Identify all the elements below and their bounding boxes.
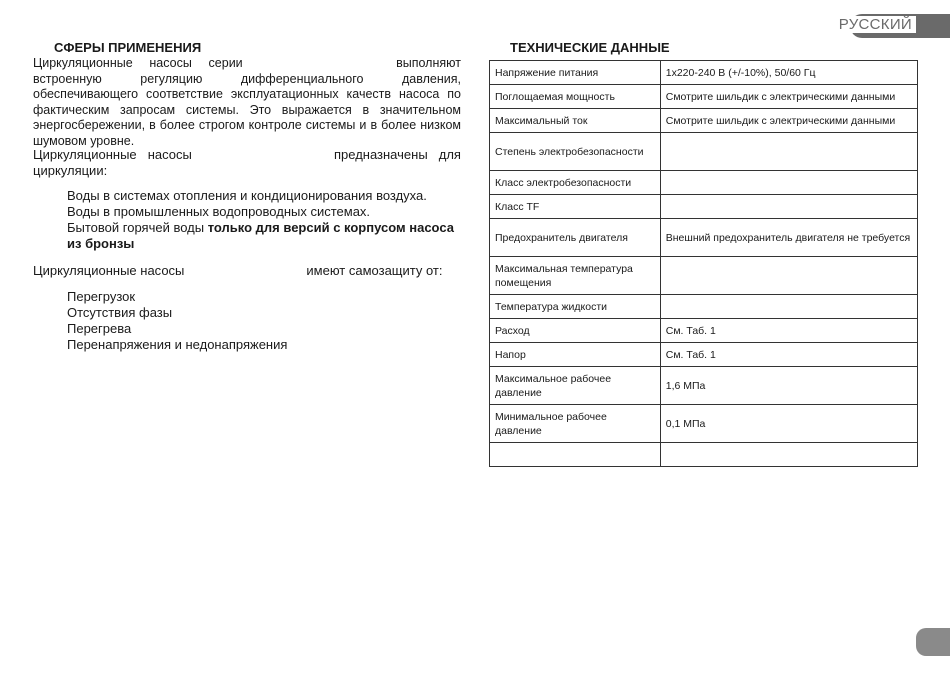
list-item: Перенапряжения и недонапряжения [67, 337, 288, 352]
tech-data-table [489, 60, 918, 467]
table-row: Расход См. Таб. 1 [490, 319, 918, 343]
list-item: Воды в промышленных водопроводных системах. [67, 204, 371, 219]
intro-text: встроенную регуляцию дифференциального давления, обеспечивающего соответствие эксплуатационных качеств насоса по фактическим запросам системы. Это выражается в значительном энергосбережении, в более строгом контроле системы и в более низком шумовом уровне. [33, 71, 461, 148]
protection-intro: Циркуляционные насосы имеют самозащиту от: [33, 263, 443, 278]
table-row: Класс электробезопасности [490, 171, 918, 195]
list-item: Перегрузок [67, 289, 136, 304]
list-item: Воды в системах отопления и кондиционирования воздуха. [67, 188, 427, 203]
table-row: Предохранитель двигателя Внешний предохранитель двигателя не требуется [490, 219, 918, 257]
list-item: Отсутствия фазы [67, 305, 173, 320]
list-item: Бытовой горячей воды только для версий с корпусом насоса из бронзы [67, 220, 454, 251]
intro-first-line: Циркуляционные насосы серии выполняют [33, 56, 461, 70]
table-row: Температура жидкости [490, 295, 918, 319]
intro-paragraph [33, 56, 461, 149]
page-tab [916, 628, 950, 656]
applications-heading: СФЕРЫ ПРИМЕНЕНИЯ [54, 40, 202, 55]
table-row: Степень электробезопасности [490, 133, 918, 171]
protection-list [67, 289, 427, 353]
table-row: Максимальная температура помещения [490, 257, 918, 295]
language-label: РУССКИЙ [832, 16, 916, 33]
table-row: Минимальное рабочее давление 0,1 МПа [490, 405, 918, 443]
tech-data-heading: ТЕХНИЧЕСКИЕ ДАННЫЕ [510, 40, 670, 55]
purpose-first-line: Циркуляционные насосы предназначены для [33, 147, 461, 162]
purpose-list [67, 188, 467, 252]
table-row: Поглощаемая мощность Смотрите шильдик с электрическими данными [490, 85, 918, 109]
purpose-paragraph: Циркуляционные насосы предназначены для циркуляции: [33, 147, 461, 178]
table-row [490, 443, 918, 467]
table-row: Максимальный ток Смотрите шильдик с электрическими данными [490, 109, 918, 133]
table-row: Класс TF [490, 195, 918, 219]
table-row: Максимальное рабочее давление 1,6 МПа [490, 367, 918, 405]
list-item: Перегрева [67, 321, 132, 336]
table-row: Напор См. Таб. 1 [490, 343, 918, 367]
table-row: Напряжение питания 1x220-240 В (+/-10%), 50/60 Гц [490, 61, 918, 85]
